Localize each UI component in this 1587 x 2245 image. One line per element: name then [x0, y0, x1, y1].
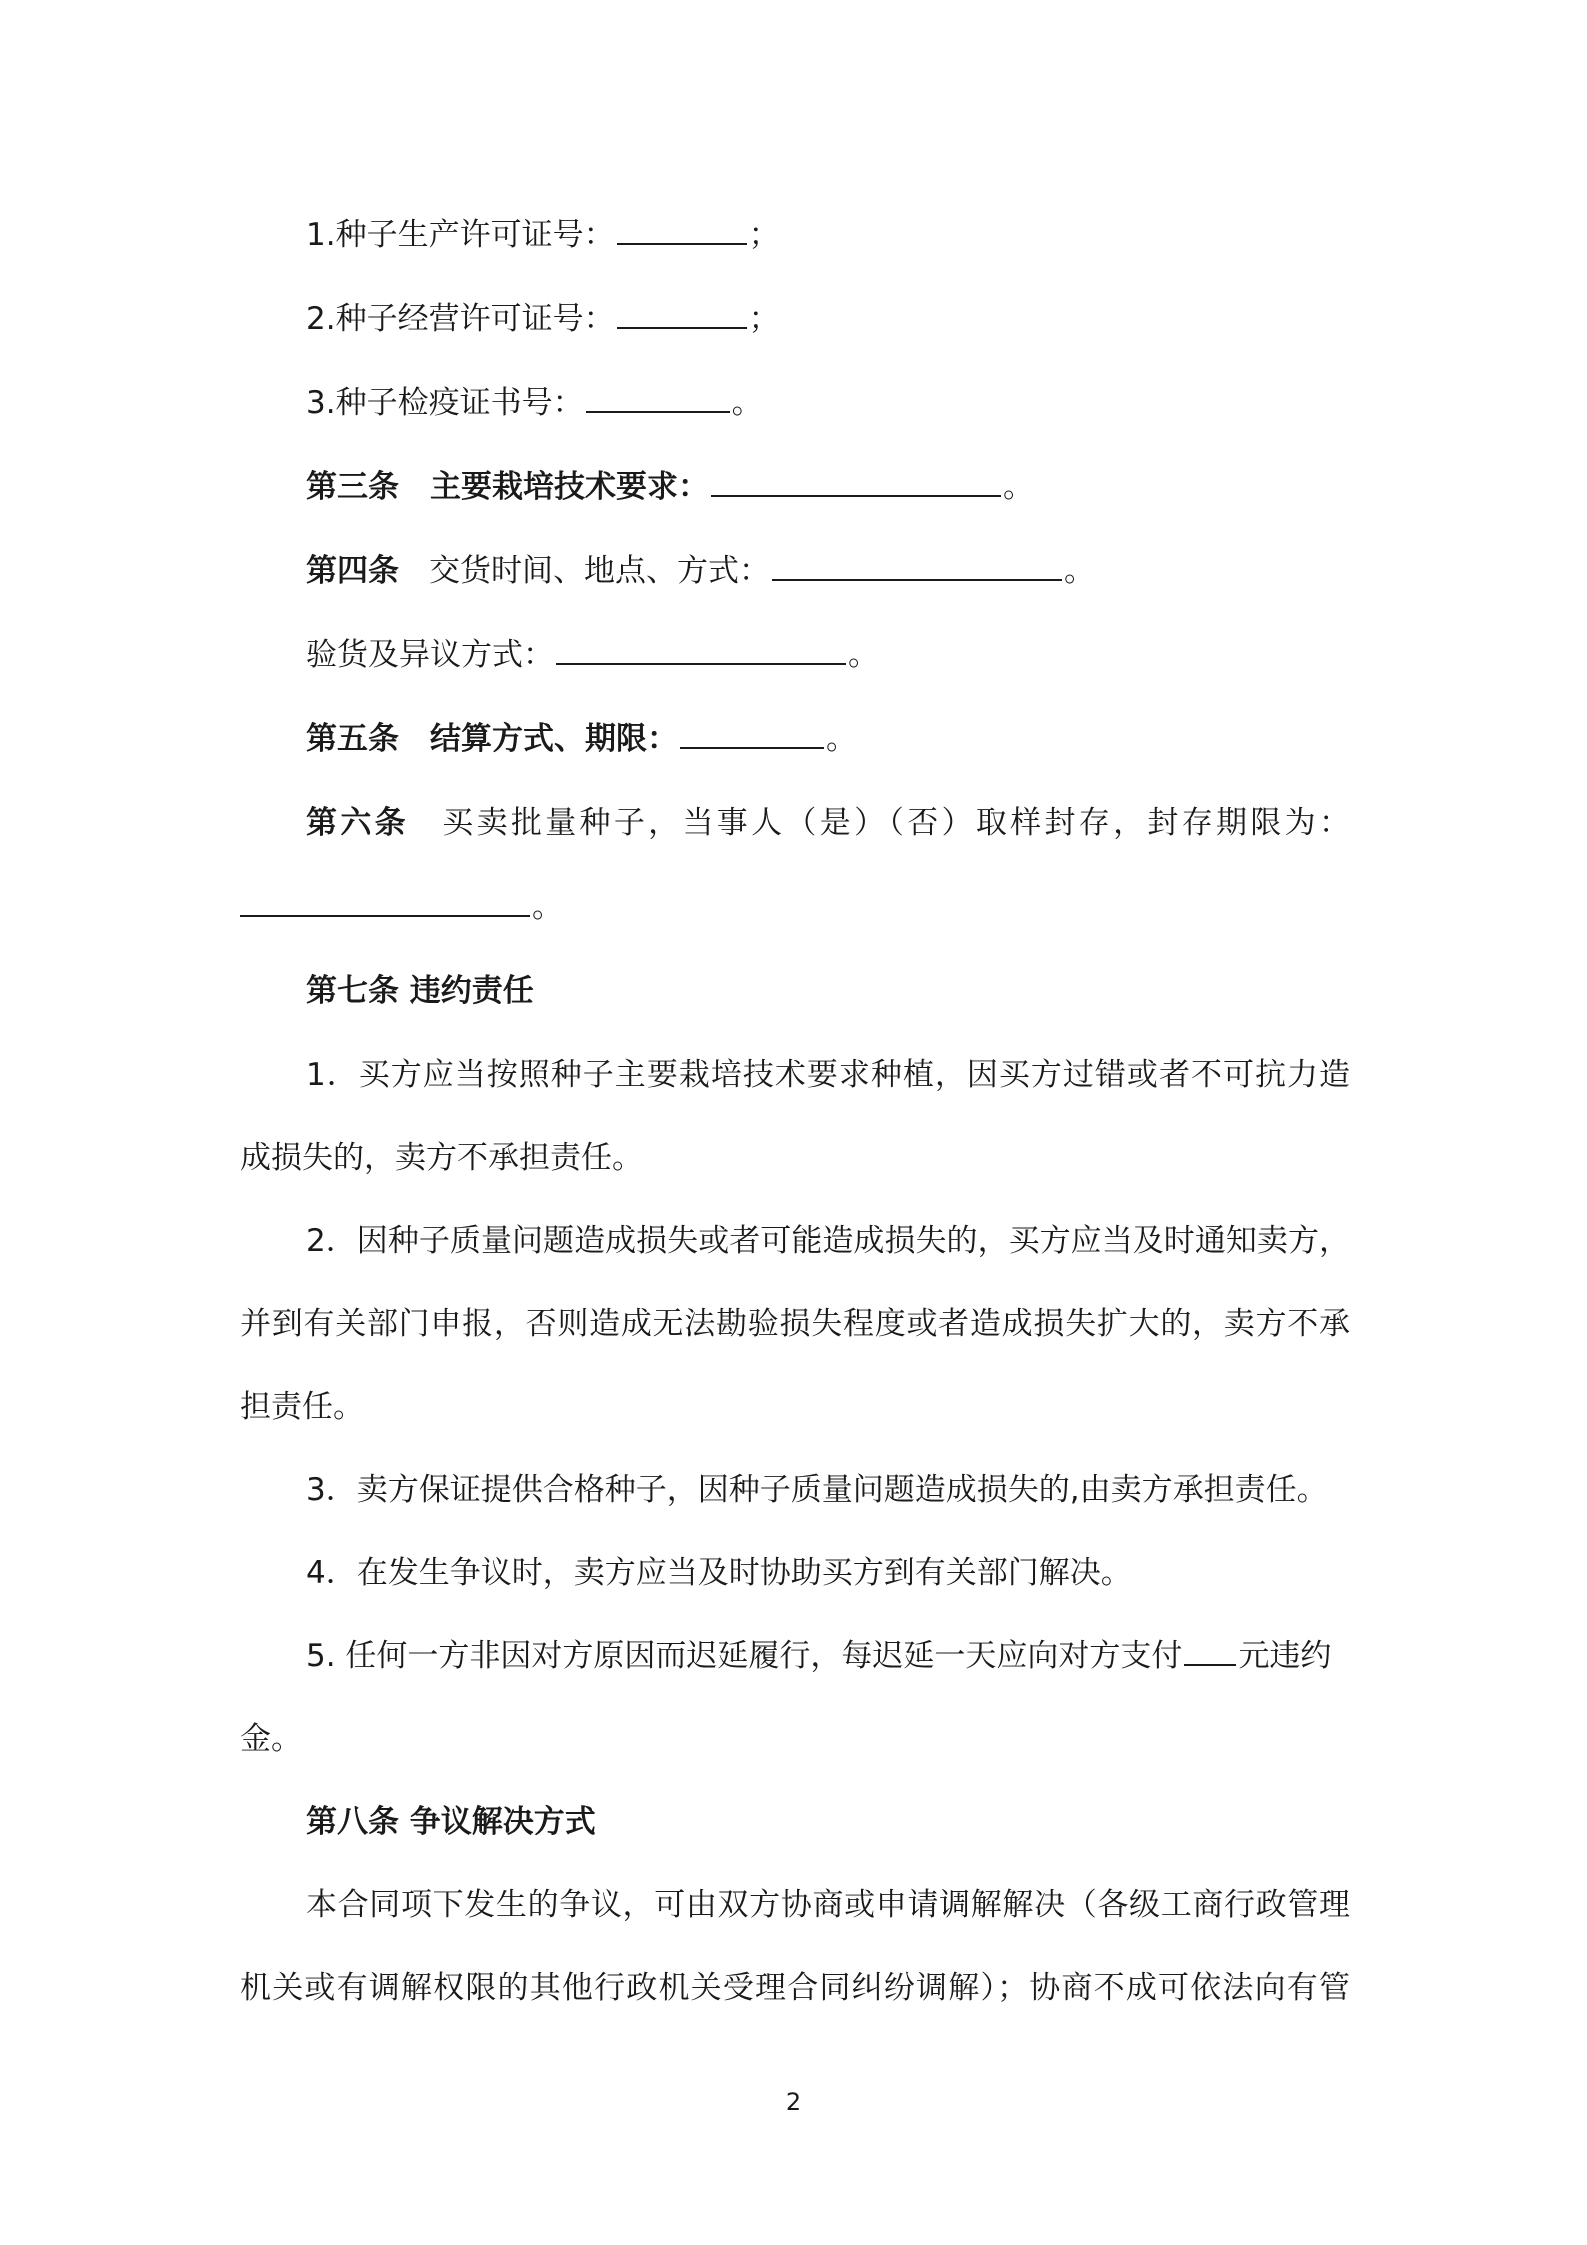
- business-license-blank: [617, 299, 747, 329]
- article-8-paragraph: 本合同项下发生的争议，可由双方协商或申请调解解决（各级工商行政管理: [306, 1887, 1350, 1923]
- article-7-clause-3: 3．卖方保证提供合格种子，因种子质量问题造成损失的,由卖方承担责任。: [306, 1472, 1328, 1508]
- clause-5-text: 5. 任何一方非因对方原因而迟延履行，每迟延一天应向对方支付: [306, 1638, 1183, 1674]
- punct: ；: [748, 217, 780, 253]
- production-license-label: 1.种子生产许可证号：: [306, 217, 615, 253]
- article-5-blank: [680, 719, 824, 749]
- article-8-title: 第八条 争议解决方式: [306, 1804, 596, 1840]
- article-7-clause-1: 1．买方应当按照种子主要栽培技术要求种植，因买方过错或者不可抗力造: [306, 1057, 1350, 1093]
- item-production-license: [240, 215, 1350, 255]
- article-5: [240, 719, 1350, 759]
- article-3-blank: [711, 467, 1001, 497]
- item-quarantine-cert: [240, 383, 1350, 423]
- punct: 。: [1003, 469, 1034, 505]
- article-7-clause-2: 2．因种子质量问题造成损失或者可能造成损失的，买方应当及时通知卖方，: [306, 1223, 1350, 1259]
- page-number: 2: [785, 2088, 802, 2116]
- punct: 。: [532, 889, 563, 925]
- punct: 。: [1064, 553, 1095, 589]
- article-8-paragraph-cont: 机关或有调解权限的其他行政机关受理合同纠纷调解）；协商不成可依法向有管: [240, 1970, 1350, 2006]
- inspection-blank: [556, 635, 846, 665]
- penalty-amount-blank: [1184, 1636, 1236, 1666]
- article-6: [240, 803, 1350, 843]
- article-4-blank: [772, 551, 1062, 581]
- article-7-clause-2-cont: 并到有关部门申报，否则造成无法勘验损失程度或者造成损失扩大的，卖方不承: [240, 1306, 1350, 1342]
- article-6-text: 买卖批量种子，当事人（是）（否）取样封存，封存期限为：: [438, 805, 1351, 841]
- inspection-label: 验货及异议方式：: [306, 637, 554, 673]
- quarantine-cert-blank: [586, 383, 730, 413]
- article-7-clause-5: [240, 1636, 1350, 1676]
- article-7-clause-1-cont: 成损失的，卖方不承担责任。: [240, 1140, 643, 1176]
- punct: 。: [826, 721, 857, 757]
- article-5-title: 第五条 结算方式、期限：: [306, 721, 678, 757]
- quarantine-cert-label: 3.种子检疫证书号：: [306, 385, 584, 421]
- item-business-license: [240, 299, 1350, 339]
- article-7-title: 第七条 违约责任: [306, 973, 534, 1009]
- business-license-label: 2.种子经营许可证号：: [306, 301, 615, 337]
- article-7-clause-5-cont: 金。: [240, 1721, 302, 1757]
- article-4-text: 交货时间、地点、方式：: [429, 553, 770, 589]
- punct: ；: [748, 301, 780, 337]
- article-4-inspection: [240, 635, 1350, 675]
- punct: 。: [848, 637, 879, 673]
- production-license-blank: [617, 215, 747, 245]
- article-6-blank: [240, 887, 530, 917]
- article-6-title: 第六条: [306, 805, 409, 841]
- article-7-clause-4: 4．在发生争议时，卖方应当及时协助买方到有关部门解决。: [306, 1555, 1132, 1591]
- article-4-title: 第四条: [306, 553, 399, 589]
- article-4: [240, 551, 1350, 591]
- clause-5-text-end: 元违约: [1238, 1638, 1332, 1674]
- article-3: [240, 467, 1350, 507]
- article-3-title: 第三条 主要栽培技术要求：: [306, 469, 709, 505]
- article-7-clause-2-end: 担责任。: [240, 1389, 364, 1425]
- article-6-continued: [240, 887, 1350, 927]
- punct: 。: [731, 385, 763, 421]
